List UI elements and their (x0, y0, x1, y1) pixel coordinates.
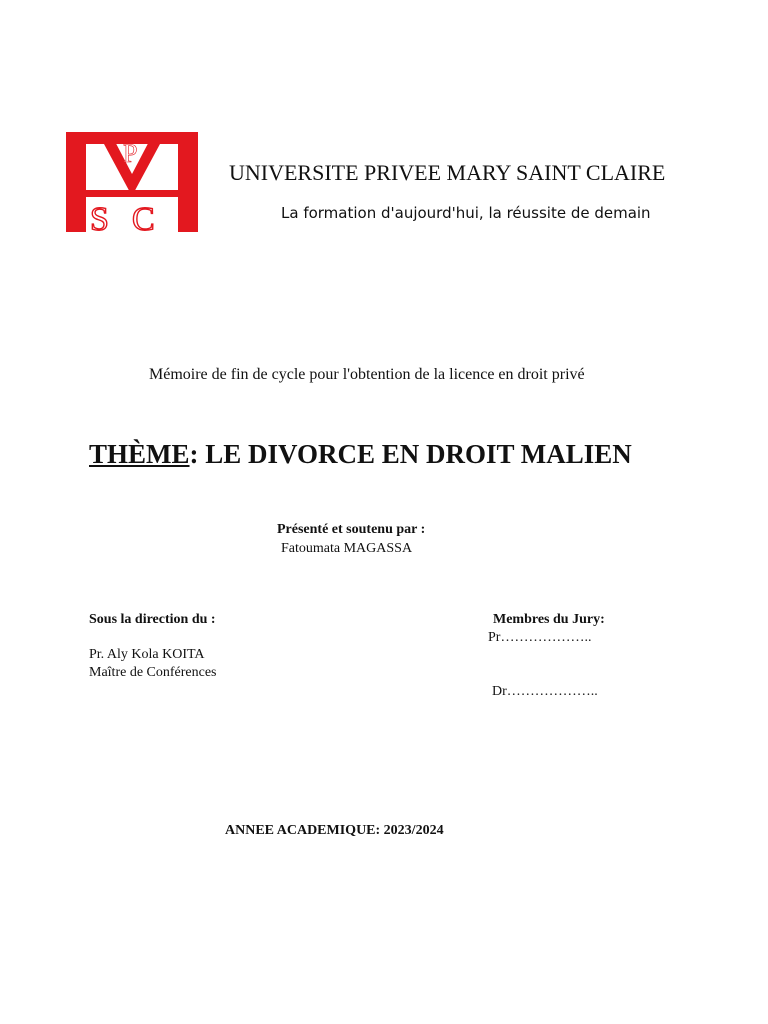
supervisor-name: Pr. Aly Kola KOITA (89, 647, 205, 662)
theme-heading (89, 439, 632, 470)
upmsc-logo-icon (44, 124, 214, 242)
svg-text:S: S (90, 201, 109, 238)
theme-separator: : (189, 439, 206, 469)
theme-title: LE DIVORCE EN DROIT MALIEN (205, 439, 632, 469)
jury-label: Membres du Jury: (493, 612, 605, 627)
theme-keyword: THÈME (89, 439, 190, 469)
svg-text:C: C (132, 201, 155, 238)
university-name: UNIVERSITE PRIVEE MARY SAINT CLAIRE (229, 160, 666, 185)
direction-label: Sous la direction du : (89, 612, 216, 627)
supervisor-title: Maître de Conférences (89, 665, 217, 680)
university-logo (44, 124, 214, 242)
presented-by-label: Présenté et soutenu par : (277, 522, 426, 537)
university-tagline: La formation d'aujourd'hui, la réussite de demain (281, 204, 651, 222)
jury-member: Pr……………….. (488, 630, 592, 645)
author-name: Fatoumata MAGASSA (281, 541, 413, 556)
academic-year: ANNEE ACADEMIQUE: 2023/2024 (225, 823, 444, 838)
svg-text:P: P (123, 139, 138, 168)
memoire-subtitle: Mémoire de fin de cycle pour l'obtention de la licence en droit privé (149, 366, 585, 383)
jury-member: Dr……………….. (492, 684, 598, 699)
